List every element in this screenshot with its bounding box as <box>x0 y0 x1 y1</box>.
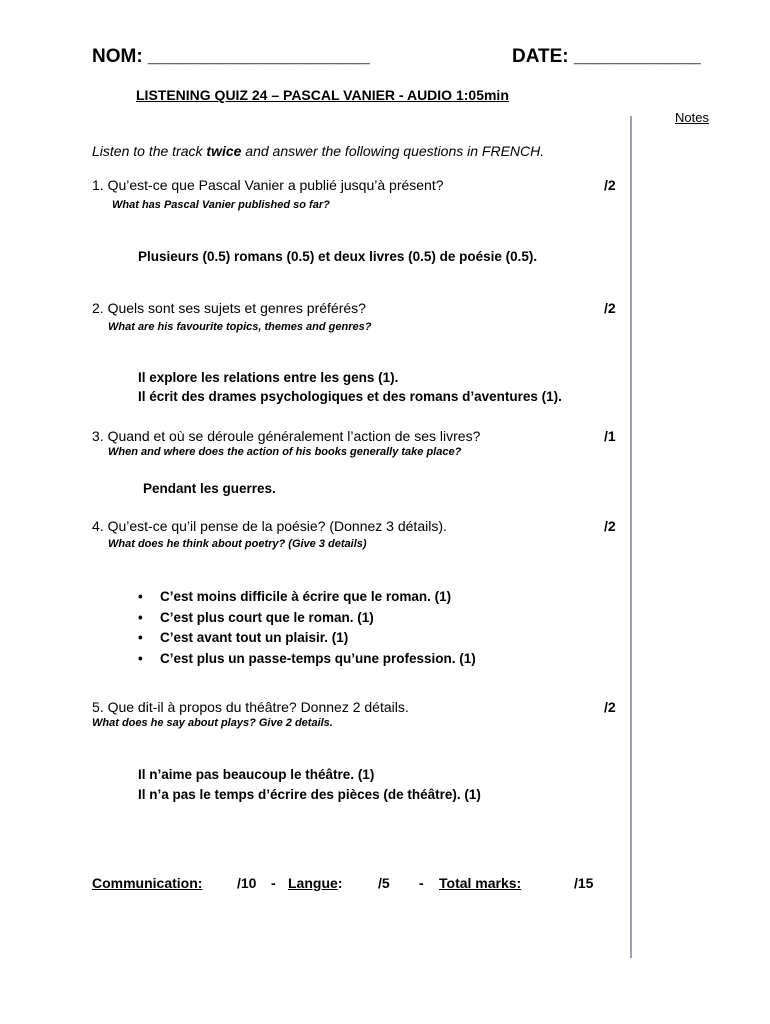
question-2-french: 2. Quels sont ses sujets et genres préférés? <box>92 300 366 316</box>
question-5-answer-2: Il n’a pas le temps d’écrire des pièces (de théâtre). (1) <box>138 787 481 802</box>
footer-separator: - <box>419 875 424 891</box>
question-4-answer-3: C’est avant tout un plaisir. (1) <box>160 630 349 645</box>
notes-label: Notes <box>675 110 709 125</box>
question-5-french: 5. Que dit-il à propos du théâtre? Donnez 2 détails. <box>92 699 409 715</box>
total-marks-label: Total marks: <box>439 875 522 891</box>
question-3-answer-1: Pendant les guerres. <box>143 481 276 496</box>
quiz-title: LISTENING QUIZ 24 – PASCAL VANIER - AUDIO 1:05min <box>136 87 509 103</box>
bullet-icon: • <box>138 650 143 666</box>
instructions-emphasis: twice <box>206 143 242 159</box>
question-1-french: 1. Qu’est-ce que Pascal Vanier a publié jusqu’à présent? <box>92 177 444 193</box>
list-item <box>138 628 476 649</box>
footer-separator: - <box>271 875 276 891</box>
question-5-mark: /2 <box>604 699 616 715</box>
langue-mark: /5 <box>378 875 390 891</box>
question-4-answer-list <box>138 587 476 669</box>
bullet-icon: • <box>138 630 143 645</box>
langue-label <box>288 875 342 891</box>
question-1-answer-1: Plusieurs (0.5) romans (0.5) et deux livres (0.5) de poésie (0.5). <box>138 249 538 264</box>
question-4-answer-4: C’est plus un passe-temps qu’une profession. (1) <box>160 650 476 666</box>
question-1-english: What has Pascal Vanier published so far? <box>112 199 330 211</box>
question-2-mark: /2 <box>604 300 616 316</box>
communication-label: Communication: <box>92 875 203 891</box>
question-3-french: 3. Quand et où se déroule généralement l’action de ses livres? <box>92 428 481 444</box>
question-2-english: What are his favourite topics, themes and genres? <box>108 321 372 333</box>
question-5-english: What does he say about plays? Give 2 details. <box>92 717 333 729</box>
name-field-label: NOM: _____________________ <box>92 46 370 67</box>
bullet-icon: • <box>138 589 143 604</box>
langue-label-colon: : <box>337 875 343 891</box>
question-2-answer-1: Il explore les relations entre les gens (1). <box>138 370 399 385</box>
total-marks-value: /15 <box>574 875 594 891</box>
list-item <box>138 608 476 629</box>
question-3-mark: /1 <box>604 428 616 444</box>
communication-mark: /10 <box>237 875 257 891</box>
bullet-icon: • <box>138 609 143 625</box>
question-4-french: 4. Qu’est-ce qu’il pense de la poésie? (Donnez 3 détails). <box>92 518 447 534</box>
notes-divider-line <box>630 116 632 958</box>
instructions <box>92 143 544 159</box>
question-2-answer-2: Il écrit des drames psychologiques et des romans d’aventures (1). <box>138 389 562 404</box>
langue-label-text: Langue <box>288 875 338 891</box>
instructions-after: and answer the following questions in FRENCH. <box>241 143 545 159</box>
list-item <box>138 587 476 608</box>
instructions-before: Listen to the track <box>92 143 207 159</box>
question-3-english: When and where does the action of his books generally take place? <box>108 446 462 458</box>
question-4-answer-2: C’est plus court que le roman. (1) <box>160 609 374 625</box>
question-5-answer-1: Il n’aime pas beaucoup le théâtre. (1) <box>138 767 375 782</box>
date-field-label: DATE: ____________ <box>512 46 701 67</box>
list-item <box>138 649 476 670</box>
question-1-mark: /2 <box>604 177 616 193</box>
question-4-answer-1: C’est moins difficile à écrire que le roman. (1) <box>160 589 452 604</box>
question-4-mark: /2 <box>604 518 616 534</box>
question-4-english: What does he think about poetry? (Give 3 details) <box>108 538 367 550</box>
